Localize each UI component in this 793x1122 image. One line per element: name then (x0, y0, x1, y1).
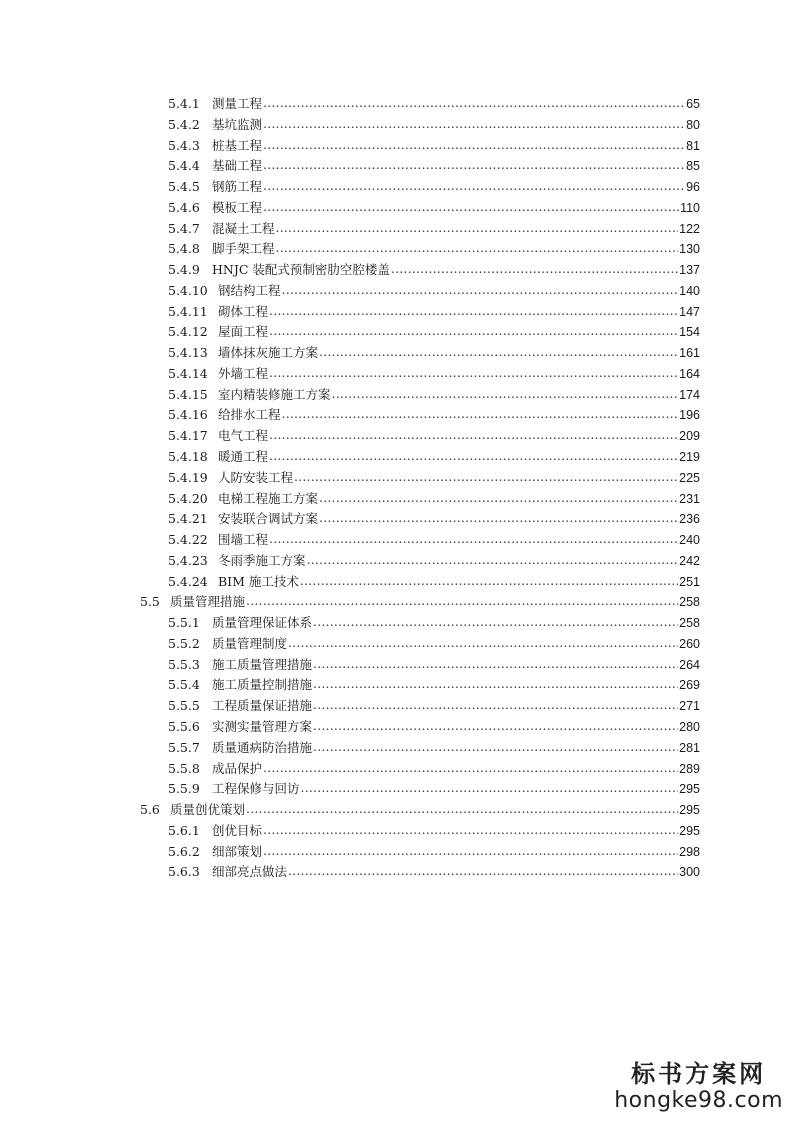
toc-entry-number: 5.4.20 (168, 490, 208, 506)
toc-entry-number: 5.4.10 (168, 282, 208, 298)
toc-dot-leader (263, 93, 685, 114)
toc-entry-page-number: 140 (679, 283, 700, 298)
toc-entry[interactable] (0, 239, 793, 260)
toc-entry-page-number: 110 (680, 200, 700, 215)
toc-entry-line (168, 385, 700, 406)
toc-entry-title: 基础工程 (212, 158, 263, 174)
site-watermark (614, 1060, 783, 1114)
toc-entry-page-number: 147 (679, 304, 700, 319)
toc-entry-line (168, 302, 700, 323)
toc-dot-leader (269, 321, 678, 342)
toc-entry-number: 5.4.9 (168, 262, 200, 278)
toc-entry-title: 人防安装工程 (218, 469, 294, 485)
toc-entry-line (168, 136, 700, 157)
toc-entry-number: 5.4.21 (168, 511, 208, 527)
toc-entry[interactable] (0, 405, 793, 426)
toc-entry[interactable] (0, 322, 793, 343)
toc-entry-number: 5.5.2 (168, 635, 200, 651)
toc-entry[interactable] (0, 800, 793, 821)
toc-entry[interactable] (0, 94, 793, 115)
toc-entry-line (168, 260, 700, 281)
toc-entry[interactable] (0, 779, 793, 800)
toc-entry-number: 5.6.2 (168, 843, 200, 859)
toc-dot-leader (319, 508, 678, 529)
toc-entry-page-number: 154 (679, 325, 700, 340)
toc-entry-title: HNJC 装配式预制密肋空腔楼盖 (212, 262, 390, 278)
toc-entry-number: 5.4.2 (168, 116, 200, 132)
toc-entry-number: 5.6 (140, 802, 160, 818)
toc-entry-page-number: 295 (679, 823, 700, 838)
toc-entry-number: 5.4.16 (168, 407, 208, 423)
toc-dot-leader (391, 259, 678, 280)
toc-entry-page-number: 271 (679, 699, 700, 714)
toc-entry-page-number: 242 (679, 553, 700, 568)
toc-dot-leader (246, 591, 678, 612)
toc-entry-number: 5.6.3 (168, 864, 200, 880)
toc-entry-line (168, 634, 700, 655)
toc-dot-leader (307, 550, 679, 571)
toc-entry-number: 5.4.11 (168, 303, 208, 319)
toc-entry-number: 5.4.23 (168, 552, 208, 568)
toc-dot-leader (276, 238, 679, 259)
toc-entry-title: 质量创优策划 (170, 802, 246, 818)
toc-entry[interactable] (0, 260, 793, 281)
toc-entry-page-number: 80 (686, 117, 700, 132)
table-of-contents (0, 94, 793, 883)
toc-entry[interactable] (0, 592, 793, 613)
toc-entry-page-number: 96 (686, 180, 700, 195)
toc-entry[interactable] (0, 862, 793, 883)
toc-entry-line (168, 343, 700, 364)
toc-entry-line (168, 509, 700, 530)
toc-entry[interactable] (0, 613, 793, 634)
toc-entry-number: 5.4.18 (168, 449, 208, 465)
toc-entry-line (168, 198, 700, 219)
toc-entry-number: 5.4.6 (168, 199, 200, 215)
toc-entry-page-number: 251 (679, 574, 700, 589)
toc-entry[interactable] (0, 759, 793, 780)
toc-entry[interactable] (0, 675, 793, 696)
toc-entry-number: 5.4.19 (168, 469, 208, 485)
toc-entry-title: 施工质量控制措施 (212, 677, 313, 693)
toc-entry-number: 5.5.5 (168, 698, 200, 714)
toc-entry[interactable] (0, 156, 793, 177)
toc-dot-leader (263, 758, 678, 779)
toc-dot-leader (269, 529, 678, 550)
toc-entry-page-number: 85 (686, 159, 700, 174)
toc-entry-title: 墙体抹灰施工方案 (218, 345, 319, 361)
toc-entry-line (168, 115, 700, 136)
toc-entry-number: 5.4.22 (168, 532, 208, 548)
toc-entry-page-number: 219 (679, 450, 700, 465)
toc-entry-line (168, 655, 700, 676)
toc-entry-line (168, 572, 700, 593)
toc-entry-title: 创优目标 (212, 822, 263, 838)
toc-entry-number: 5.4.8 (168, 241, 200, 257)
toc-entry-title: 工程质量保证措施 (212, 698, 313, 714)
toc-entry-number: 5.5.9 (168, 781, 200, 797)
toc-entry-line (168, 322, 700, 343)
toc-entry-number: 5.5.8 (168, 760, 200, 776)
toc-dot-leader (313, 716, 678, 737)
toc-entry-page-number: 65 (686, 97, 700, 111)
toc-entry-title: 质量通病防治措施 (212, 739, 313, 755)
toc-entry[interactable] (0, 281, 793, 302)
toc-entry[interactable] (0, 821, 793, 842)
toc-entry-line (168, 551, 700, 572)
toc-dot-leader (282, 404, 679, 425)
toc-dot-leader (263, 176, 685, 197)
toc-entry-line (168, 364, 700, 385)
toc-entry-number: 5.6.1 (168, 822, 200, 838)
toc-dot-leader (294, 467, 678, 488)
toc-entry-page-number: 209 (679, 429, 700, 444)
toc-entry[interactable] (0, 177, 793, 198)
toc-entry-number: 5.4.1 (168, 96, 200, 111)
toc-entry-number: 5.4.3 (168, 137, 200, 153)
toc-entry[interactable] (0, 530, 793, 551)
toc-entry-title: 实测实量管理方案 (212, 718, 313, 734)
toc-entry[interactable] (0, 634, 793, 655)
toc-entry[interactable] (0, 219, 793, 240)
toc-entry-line (140, 592, 700, 613)
toc-dot-leader (301, 778, 679, 799)
toc-entry-line (168, 468, 700, 489)
toc-entry-page-number: 137 (679, 263, 700, 278)
toc-dot-leader (269, 425, 678, 446)
toc-entry-line (168, 842, 700, 863)
toc-entry[interactable] (0, 198, 793, 219)
toc-entry-title: 细部亮点做法 (212, 864, 288, 880)
toc-entry-line (168, 177, 700, 198)
toc-entry-page-number: 300 (679, 865, 700, 880)
toc-entry[interactable] (0, 136, 793, 157)
toc-entry-page-number: 164 (679, 366, 700, 381)
toc-entry-title: 屋面工程 (218, 324, 269, 340)
toc-entry-number: 5.4.14 (168, 365, 208, 381)
watermark-url: hongke98.com (614, 1088, 783, 1113)
toc-entry-number: 5.4.7 (168, 220, 200, 236)
toc-dot-leader (313, 654, 678, 675)
toc-entry-page-number: 281 (679, 740, 700, 755)
toc-entry-title: 工程保修与回访 (212, 781, 300, 797)
toc-entry[interactable] (0, 343, 793, 364)
toc-entry-page-number: 81 (686, 138, 700, 153)
toc-entry[interactable] (0, 489, 793, 510)
toc-entry-number: 5.4.13 (168, 345, 208, 361)
toc-entry-page-number: 174 (679, 387, 700, 402)
toc-entry-line (168, 219, 700, 240)
toc-entry-number: 5.4.5 (168, 179, 200, 195)
toc-entry-title: 质量管理措施 (170, 594, 246, 610)
toc-entry-line (168, 405, 700, 426)
toc-entry[interactable] (0, 572, 793, 593)
toc-entry-number: 5.4.15 (168, 386, 208, 402)
toc-entry-title: 安装联合调试方案 (218, 511, 319, 527)
toc-entry-title: 桩基工程 (212, 137, 263, 153)
watermark-site-name: 标书方案网 (631, 1059, 767, 1088)
toc-entry-page-number: 240 (679, 533, 700, 548)
toc-entry-page-number: 130 (679, 242, 700, 257)
toc-entry-number: 5.5.6 (168, 718, 200, 734)
toc-entry-line (168, 426, 700, 447)
toc-entry-line (168, 759, 700, 780)
toc-dot-leader (269, 363, 678, 384)
toc-entry-page-number: 264 (679, 657, 700, 672)
toc-entry-line (168, 738, 700, 759)
toc-entry[interactable] (0, 509, 793, 530)
toc-entry-line (168, 862, 700, 883)
toc-dot-leader (263, 820, 678, 841)
toc-entry-title: 质量管理保证体系 (212, 615, 313, 631)
toc-entry-line (168, 530, 700, 551)
toc-dot-leader (282, 280, 679, 301)
toc-dot-leader (288, 861, 678, 882)
toc-entry[interactable] (0, 655, 793, 676)
toc-dot-leader (313, 737, 678, 758)
toc-entry-line (168, 675, 700, 696)
toc-entry-line (168, 281, 700, 302)
toc-entry-number: 5.5.4 (168, 677, 200, 693)
toc-entry-number: 5.4.12 (168, 324, 208, 340)
toc-entry[interactable] (0, 385, 793, 406)
toc-entry-title: 暖通工程 (218, 449, 269, 465)
toc-entry-line (140, 800, 700, 821)
toc-dot-leader (263, 114, 685, 135)
toc-entry-page-number: 260 (679, 636, 700, 651)
toc-entry-title: 混凝土工程 (212, 220, 275, 236)
toc-entry[interactable] (0, 738, 793, 759)
toc-dot-leader (263, 155, 685, 176)
toc-entry-line (168, 821, 700, 842)
toc-entry-line (168, 489, 700, 510)
toc-entry-page-number: 295 (679, 782, 700, 797)
toc-entry-title: 外墙工程 (218, 365, 269, 381)
toc-dot-leader (300, 571, 678, 592)
toc-entry-number: 5.5.3 (168, 656, 200, 672)
toc-dot-leader (263, 135, 685, 156)
toc-entry-title: 给排水工程 (218, 407, 281, 423)
toc-entry-number: 5.4.4 (168, 158, 200, 174)
toc-entry[interactable] (0, 302, 793, 323)
toc-dot-leader (288, 633, 678, 654)
toc-entry-title: 质量管理制度 (212, 635, 288, 651)
toc-entry-line (168, 156, 700, 177)
toc-entry[interactable] (0, 426, 793, 447)
toc-entry-title: 测量工程 (212, 96, 263, 111)
toc-dot-leader (263, 841, 678, 862)
toc-entry-title: 冬雨季施工方案 (218, 552, 306, 568)
toc-entry-title: 基坑监测 (212, 116, 263, 132)
toc-dot-leader (319, 342, 678, 363)
toc-dot-leader (269, 301, 678, 322)
toc-entry[interactable] (0, 447, 793, 468)
toc-dot-leader (313, 674, 678, 695)
toc-entry[interactable] (0, 468, 793, 489)
toc-dot-leader (313, 612, 678, 633)
toc-entry-number: 5.4.24 (168, 573, 208, 589)
toc-entry[interactable] (0, 717, 793, 738)
toc-entry-page-number: 258 (679, 616, 700, 631)
toc-entry-title: 电梯工程施工方案 (218, 490, 319, 506)
toc-entry-page-number: 122 (679, 221, 700, 236)
toc-entry-page-number: 280 (679, 719, 700, 734)
toc-dot-leader (246, 799, 678, 820)
toc-entry-title: 细部策划 (212, 843, 263, 859)
toc-entry-number: 5.5 (140, 594, 160, 610)
toc-entry-title: 室内精装修施工方案 (218, 386, 331, 402)
toc-entry-title: 围墙工程 (218, 532, 269, 548)
toc-dot-leader (313, 695, 678, 716)
toc-dot-leader (319, 488, 678, 509)
toc-entry[interactable] (0, 115, 793, 136)
toc-entry-title: BIM 施工技术 (218, 573, 299, 589)
toc-entry-number: 5.4.17 (168, 428, 208, 444)
toc-entry[interactable] (0, 842, 793, 863)
toc-entry[interactable] (0, 696, 793, 717)
toc-entry-page-number: 269 (679, 678, 700, 693)
toc-entry-page-number: 161 (679, 346, 700, 361)
toc-entry-title: 钢结构工程 (218, 282, 281, 298)
toc-entry-line (168, 696, 700, 717)
toc-entry-page-number: 298 (679, 844, 700, 859)
toc-entry-number: 5.5.7 (168, 739, 200, 755)
toc-entry-line (168, 717, 700, 738)
toc-entry-page-number: 231 (679, 491, 700, 506)
toc-entry-page-number: 236 (679, 512, 700, 527)
toc-entry-page-number: 295 (679, 803, 700, 818)
toc-dot-leader (276, 218, 679, 239)
toc-entry-page-number: 289 (679, 761, 700, 776)
toc-entry-line (168, 447, 700, 468)
toc-entry-page-number: 196 (679, 408, 700, 423)
toc-entry-title: 电气工程 (218, 428, 269, 444)
toc-entry-line (168, 779, 700, 800)
toc-entry-title: 成品保护 (212, 760, 263, 776)
toc-entry-line (168, 94, 700, 115)
toc-entry-title: 模板工程 (212, 199, 263, 215)
toc-entry-title: 钢筋工程 (212, 179, 263, 195)
toc-entry-line (168, 239, 700, 260)
toc-entry[interactable] (0, 551, 793, 572)
toc-entry-page-number: 258 (679, 595, 700, 610)
toc-entry-number: 5.5.1 (168, 615, 200, 631)
toc-dot-leader (269, 446, 678, 467)
toc-entry-title: 砌体工程 (218, 303, 269, 319)
toc-dot-leader (332, 384, 679, 405)
toc-entry-title: 脚手架工程 (212, 241, 275, 257)
toc-entry-page-number: 225 (679, 470, 700, 485)
toc-entry-line (168, 613, 700, 634)
toc-entry[interactable] (0, 364, 793, 385)
toc-entry-title: 施工质量管理措施 (212, 656, 313, 672)
toc-dot-leader (263, 197, 679, 218)
